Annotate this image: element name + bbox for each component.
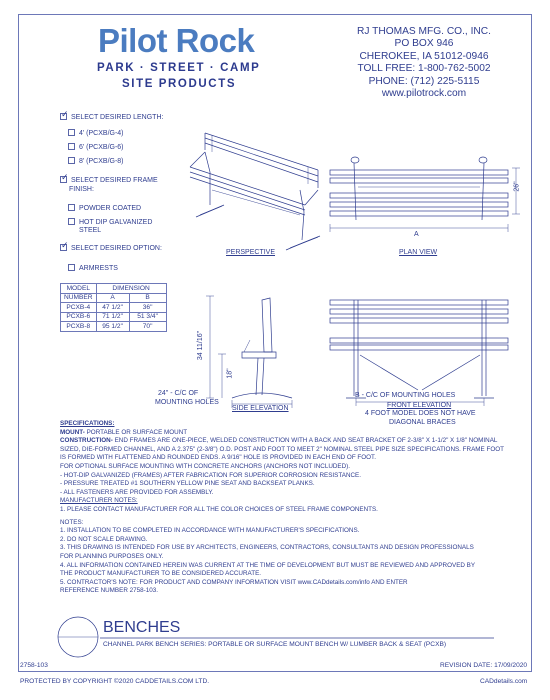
specs-line: - HOT-DIP GALVANIZED (FRAMES) AFTER FABRICATION FOR SUPERIOR CORROSION RESISTANCE. <box>60 471 361 479</box>
length-heading: ✓SELECT DESIRED LENGTH: <box>60 113 163 121</box>
plan-dim-height: 26" <box>513 181 521 192</box>
drawing-reference: 2758-103 <box>20 662 48 669</box>
table-cell: 47 1/2" <box>96 303 129 313</box>
note: 1. INSTALLATION TO BE COMPLETED IN ACCORDANCE WITH MANUFACTURER'S SPECIFICATIONS. <box>60 527 360 535</box>
side-note-1: 24" - C/C OF <box>158 390 199 397</box>
drawing-subtitle: CHANNEL PARK BENCH SERIES: PORTABLE OR SURFACE MOUNT BENCH W/ LUMBER BACK & SEAT (PCXB) <box>103 641 447 648</box>
length-option-8[interactable]: 8' (PCXB/G-8) <box>68 157 124 165</box>
side-dim-seat: 18" <box>226 368 234 379</box>
brand-subline: SITE PRODUCTS <box>122 78 237 90</box>
note: FOR PLANNING PURPOSES ONLY. <box>60 552 164 560</box>
option-heading: ✓SELECT DESIRED OPTION: <box>60 244 162 252</box>
specs-line: SIZED, DIE-FORMED CHANNEL, AND A 2.375" (2-3/8") O.D. POST AND FOOT TO MEET 2" NOMINAL STEEL PIPE SIZE SPECIFICATIONS. FRAME FOOT <box>60 445 504 453</box>
table-header-a: A <box>96 293 129 303</box>
side-elevation <box>206 296 292 408</box>
front-note-2: DIAGONAL BRACES <box>389 419 456 426</box>
company-city: CHEROKEE, IA 51012-0946 <box>359 50 489 62</box>
front-elevation-label: FRONT ELEVATION <box>387 402 452 409</box>
specs-line: - PRESSURE TREATED #1 SOUTHERN YELLOW PINE SEAT AND BACKSEAT PLANKS. <box>60 480 315 488</box>
company-phone: PHONE: (712) 225-5115 <box>368 75 480 87</box>
brand-tagline: PARK · STREET · CAMP <box>97 62 261 74</box>
company-tollfree: TOLL FREE: 1-800-762-5002 <box>357 63 491 75</box>
company-box: PO BOX 946 <box>394 38 454 50</box>
option-armrests[interactable]: ARMRESTS <box>68 264 118 272</box>
note: THE PRODUCT MANUFACTURER TO BE CONSIDERED ACCURATE. <box>60 570 262 578</box>
table-cell: 51 3/4" <box>129 312 166 322</box>
mfr-notes-heading: MANUFACTURER NOTES: <box>60 497 138 505</box>
finish-option-galvanized[interactable]: HOT DIP GALVANIZED <box>68 218 152 226</box>
specs-line: FOR OPTIONAL SURFACE MOUNTING WITH CONCRETE ANCHORS (ANCHORS NOT INCLUDED). <box>60 462 351 470</box>
perspective-label: PERSPECTIVE <box>226 249 276 256</box>
table-cell: 36" <box>129 303 166 313</box>
company-website: www.pilotrock.com <box>381 88 467 100</box>
front-note-1: 4 FOOT MODEL DOES NOT HAVE <box>365 410 476 417</box>
length-option-6[interactable]: 6' (PCXB/G-6) <box>68 143 124 151</box>
drawing-title: BENCHES <box>103 619 181 636</box>
length-option-4[interactable]: 4' (PCXB/G-4) <box>68 129 124 137</box>
copyright: PROTECTED BY COPYRIGHT ©2020 CADDETAILS.COM LTD. <box>20 678 210 685</box>
table-header-model: MODEL <box>61 284 97 294</box>
plan-view <box>330 157 520 232</box>
table-cell: 95 1/2" <box>96 322 129 332</box>
table-cell: 70" <box>129 322 166 332</box>
finish-option-powder[interactable]: POWDER COATED <box>68 204 141 212</box>
side-note-2: MOUNTING HOLES <box>155 399 219 406</box>
note: REFERENCE NUMBER 2758-103. <box>60 587 158 595</box>
specifications <box>60 420 520 596</box>
brand-logo: Pilot Rock <box>98 22 255 59</box>
revision-date: REVISION DATE: 17/09/2020 <box>440 662 528 669</box>
specs-heading: SPECIFICATIONS: <box>60 420 115 427</box>
mfr-note: 1. PLEASE CONTACT MANUFACTURER FOR ALL THE COLOR CHOICES OF STEEL FRAME COMPONENTS. <box>60 505 378 513</box>
note: 5. CONTRACTOR'S NOTE: FOR PRODUCT AND COMPANY INFORMATION VISIT www.CADdetails.com/info AND ENTER <box>60 578 408 586</box>
table-cell: PCXB-8 <box>61 322 97 332</box>
notes-heading: NOTES: <box>60 518 84 526</box>
front-elevation <box>330 300 508 406</box>
table-cell: PCXB-6 <box>61 312 97 322</box>
side-elevation-label: SIDE ELEVATION <box>232 405 289 412</box>
finish-heading: ✓SELECT DESIRED FRAME <box>60 176 158 184</box>
specs-line: - ALL FASTENERS ARE PROVIDED FOR ASSEMBLY. <box>60 488 214 496</box>
specs-construction: CONSTRUCTION- END FRAMES ARE ONE-PIECE, WELDED CONSTRUCTION WITH A BACK AND SEAT BRACKET OF 2-3/8" X 1-1/2" X 1/8" NOMINAL <box>60 437 498 445</box>
plan-view-label: PLAN VIEW <box>399 249 438 256</box>
perspective-view <box>190 133 320 250</box>
table-cell: 71 1/2" <box>96 312 129 322</box>
specs-mount: MOUNT- PORTABLE OR SURFACE MOUNT <box>60 428 188 436</box>
table-header-number: NUMBER <box>61 293 97 303</box>
table-cell: PCXB-4 <box>61 303 97 313</box>
note: 4. ALL INFORMATION CONTAINED HEREIN WAS CURRENT AT THE TIME OF DEVELOPMENT BUT MUST BE REVIEWED AND APPROVED BY <box>60 561 476 569</box>
specs-line: IS FORMED WITH FLATTENED AND ROUNDED ENDS. A 9/16" HOLE IS PROVIDED IN EACH END OF FOOT. <box>60 454 376 462</box>
table-header-dimension: DIMENSION <box>96 284 166 294</box>
side-dim-height: 34 11/16" <box>197 330 205 361</box>
finish-heading-2: FINISH: <box>69 186 94 193</box>
caddetails-link[interactable]: CADdetails.com <box>480 678 528 685</box>
company-name: RJ THOMAS MFG. CO., INC. <box>357 26 491 37</box>
note: 3. THIS DRAWING IS INTENDED FOR USE BY ARCHITECTS, ENGINEERS, CONTRACTORS, CONSULTANTS AND DESIGN PROFESSIONALS <box>60 544 474 552</box>
finish-option-galvanized-2: STEEL <box>79 227 102 234</box>
plan-dim-a: A <box>414 231 419 238</box>
table-header-b: B <box>129 293 166 303</box>
note: 2. DO NOT SCALE DRAWING. <box>60 535 148 543</box>
front-dim-b: B - C/C OF MOUNTING HOLES <box>355 392 456 399</box>
